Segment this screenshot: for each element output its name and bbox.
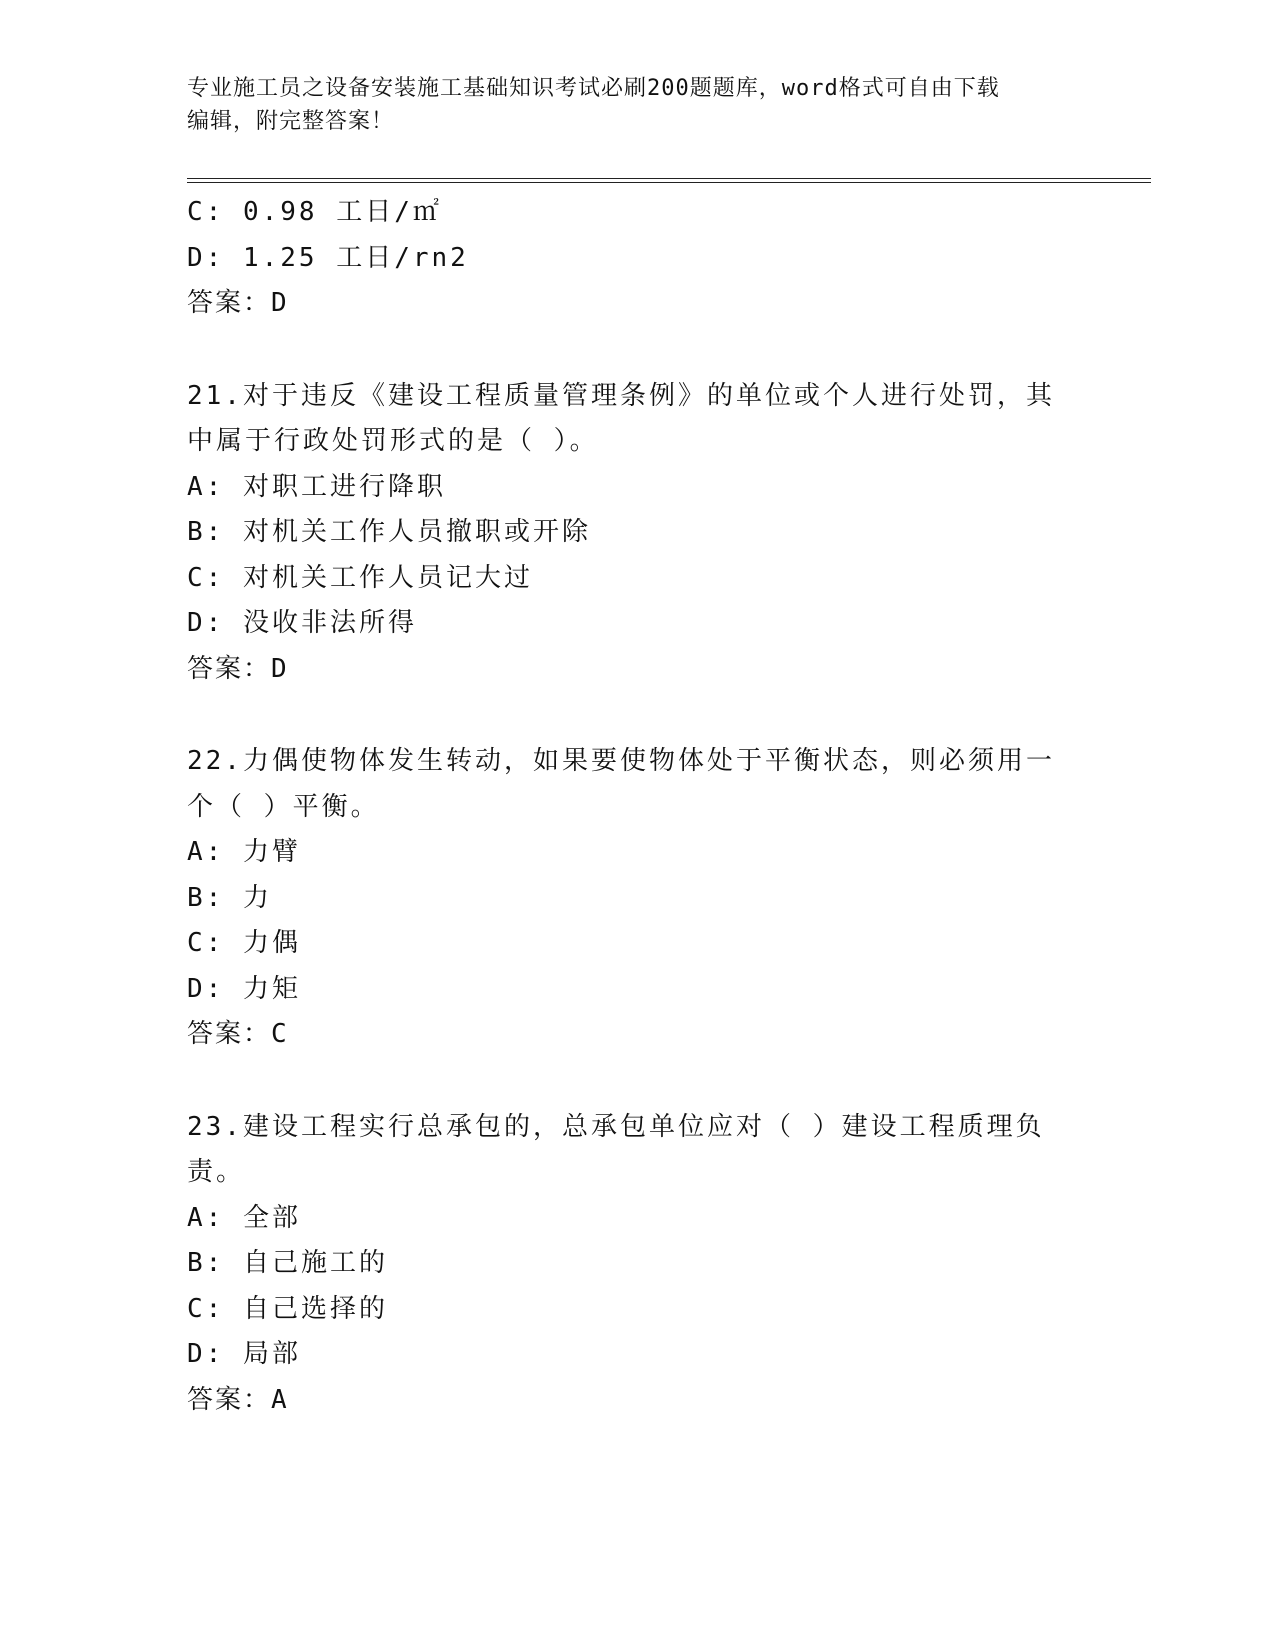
question-text: 22.力偶使物体发生转动，如果要使物体处于平衡状态，则必须用一个（ ）平衡。 bbox=[187, 746, 1055, 822]
answer-line: 答案：C bbox=[187, 1019, 289, 1049]
header-divider bbox=[187, 178, 1151, 184]
answer-line: 答案：D bbox=[187, 653, 289, 684]
header-line-1: 专业施工员之设备安装施工基础知识考试必刷200题题库，word格式可自由下载 bbox=[187, 76, 1000, 101]
continued-question bbox=[187, 190, 1087, 327]
option-d: D: 没收非法所得 bbox=[187, 608, 417, 638]
option-c: C: 力偶 bbox=[187, 928, 301, 958]
question-22 bbox=[187, 739, 1087, 1058]
question-text: 23.建设工程实行总承包的，总承包单位应对（ ）建设工程质理负责。 bbox=[187, 1111, 1045, 1187]
option-a: A: 力臂 bbox=[187, 837, 301, 867]
option-b: B: 对机关工作人员撤职或开除 bbox=[187, 517, 591, 547]
document-header bbox=[187, 72, 1087, 138]
question-content bbox=[187, 190, 1087, 1423]
header-line-2: 编辑，附完整答案！ bbox=[187, 109, 395, 134]
question-23 bbox=[187, 1105, 1087, 1424]
option-d: D: 力矩 bbox=[187, 973, 301, 1004]
question-21 bbox=[187, 374, 1087, 693]
option-b: B: 力 bbox=[187, 882, 272, 913]
option-a: A: 全部 bbox=[187, 1202, 301, 1233]
question-text: 21.对于违反《建设工程质量管理条例》的单位或个人进行处罚，其中属于行政处罚形式的是（ ）。 bbox=[187, 380, 1055, 456]
answer-line: 答案：D bbox=[187, 288, 289, 318]
answer-line: 答案：A bbox=[187, 1384, 289, 1415]
option-b: B: 自己施工的 bbox=[187, 1248, 388, 1278]
option-c: C: 0.98 工日/㎡ bbox=[187, 197, 442, 227]
option-c: C: 对机关工作人员记大过 bbox=[187, 562, 533, 593]
option-c: C: 自己选择的 bbox=[187, 1293, 388, 1324]
option-d: D: 1.25 工日/rn2 bbox=[187, 242, 469, 273]
option-a: A: 对职工进行降职 bbox=[187, 471, 446, 502]
option-d: D: 局部 bbox=[187, 1339, 301, 1369]
